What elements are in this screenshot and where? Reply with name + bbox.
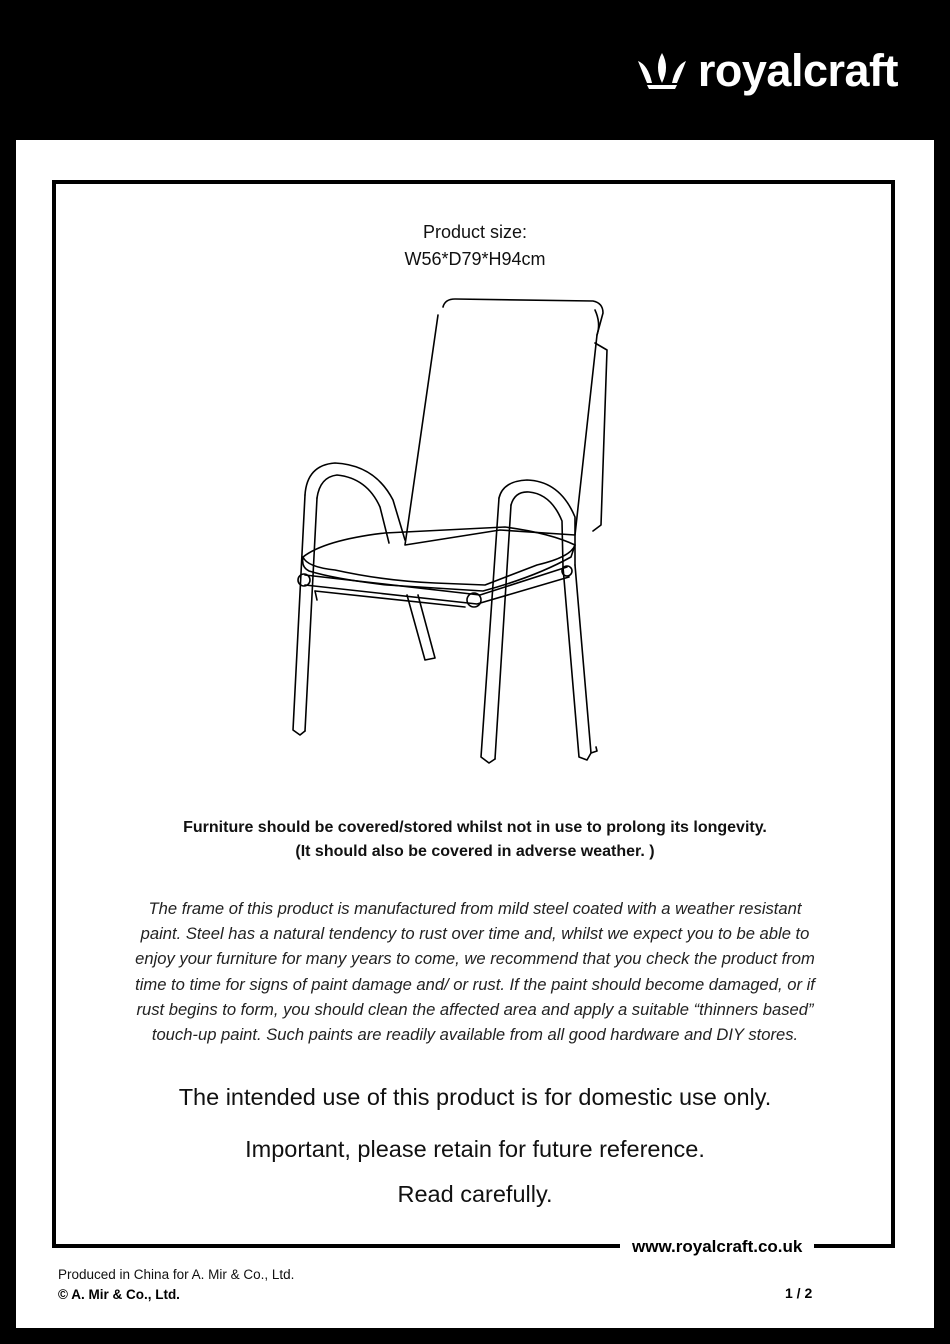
produced-by: Produced in China for A. Mir & Co., Ltd. — [58, 1267, 295, 1282]
care-line: time to time for signs of paint damage and/ or rust. If the paint should become damaged, or if — [135, 974, 815, 994]
care-instructions — [80, 896, 870, 1047]
cover-advice-weather: (It should also be covered in adverse weather. ) — [295, 843, 655, 860]
page-number: 1 / 2 — [785, 1285, 813, 1301]
brand — [636, 42, 898, 98]
care-line: enjoy your furniture for many years to come, we recommend that you check the product from — [135, 949, 815, 969]
read-carefully-notice: Read carefully. — [397, 1181, 553, 1207]
brand-name: royalcraft — [697, 44, 898, 96]
product-size-value: W56*D79*H94cm — [404, 249, 546, 269]
care-line: The frame of this product is manufactured from mild steel coated with a weather resistant — [148, 899, 802, 918]
crown-leaf-icon — [636, 49, 688, 91]
website-link[interactable]: www.royalcraft.co.uk — [620, 1235, 814, 1259]
care-line: touch-up paint. Such paints are readily available from all good hardware and DIY stores. — [151, 1025, 799, 1045]
cover-advice: Furniture should be covered/stored whilst not in use to prolong its longevity. — [183, 819, 767, 836]
chair-illustration — [275, 295, 635, 770]
copyright: © A. Mir & Co., Ltd. — [58, 1287, 180, 1302]
retain-notice: Important, please retain for future reference. — [245, 1136, 705, 1162]
domestic-use-notice: The intended use of this product is for domestic use only. — [178, 1084, 772, 1110]
care-line: paint. Steel has a natural tendency to rust over time and, whilst we expect you to be able to — [140, 924, 810, 944]
care-line: rust begins to form, you should clean the affected area and apply a suitable “thinners based” — [136, 999, 814, 1019]
product-size-label: Product size: — [422, 222, 528, 242]
header-bar — [0, 0, 950, 140]
